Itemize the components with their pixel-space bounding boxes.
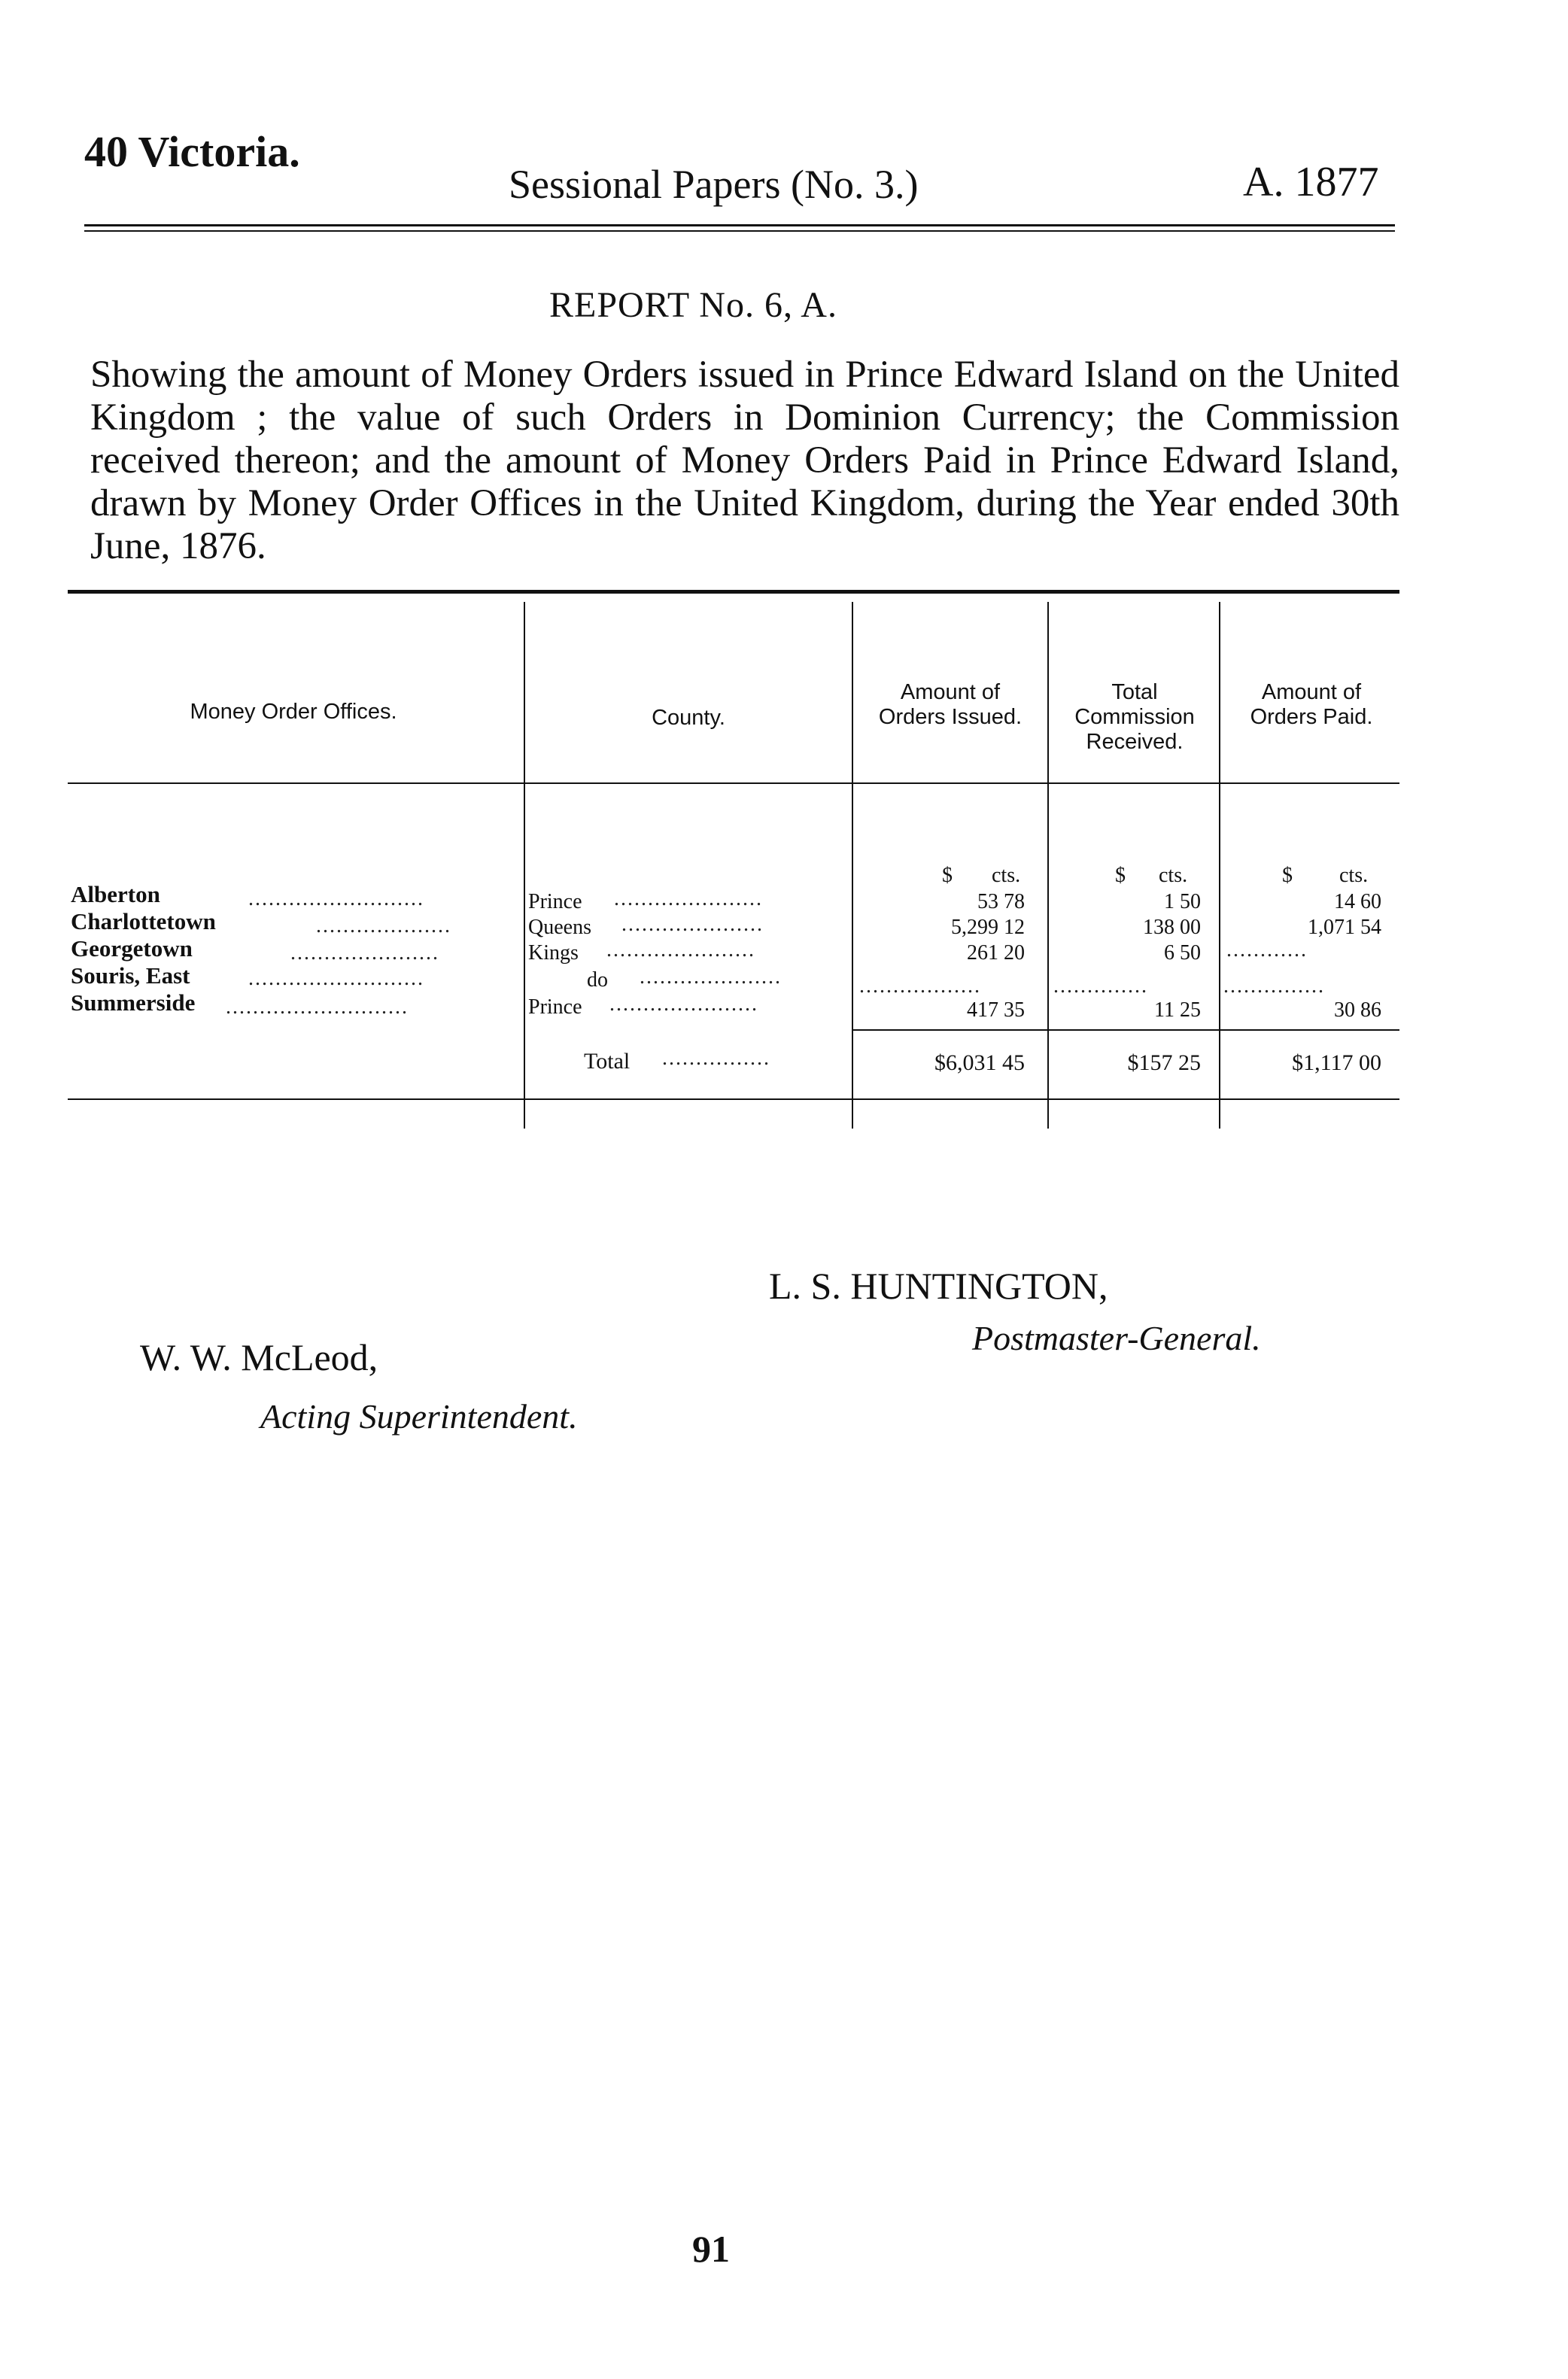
leader-dots: .............. <box>1053 974 1148 998</box>
total-top-rule <box>852 1029 1399 1031</box>
total-issued: $6,031 45 <box>934 1050 1025 1075</box>
leader-dots: .......................... <box>248 887 424 910</box>
office-name: Alberton <box>71 881 160 907</box>
total-paid: $1,117 00 <box>1292 1050 1381 1075</box>
page-number: 91 <box>692 2228 730 2270</box>
county-name: Prince <box>528 995 582 1019</box>
unit-cents: cts. <box>1339 864 1369 887</box>
leader-dots: .......................... <box>248 967 424 990</box>
amount-paid: 30 86 <box>1334 998 1381 1022</box>
column-header-office: Money Order Offices. <box>190 700 397 724</box>
running-header-left: 40 Victoria. <box>84 127 300 176</box>
running-header-right: A. 1877 <box>1243 159 1379 205</box>
column-divider <box>1219 602 1220 1129</box>
table-bottom-rule <box>68 1098 1399 1100</box>
commission-received: 6 50 <box>1164 941 1201 965</box>
amount-paid: 1,071 54 <box>1308 916 1381 939</box>
column-divider <box>852 602 853 1129</box>
description-rule <box>68 590 1399 594</box>
signatory-name: L. S. HUNTINGTON, <box>769 1265 1108 1307</box>
header-rule-secondary <box>84 230 1395 232</box>
leader-dots: ............ <box>1226 938 1308 962</box>
report-title: REPORT No. 6, A. <box>549 285 837 325</box>
leader-dots: ...................... <box>609 992 758 1016</box>
signatory-name: W. W. McLeod, <box>140 1336 378 1378</box>
office-name: Georgetown <box>71 935 193 962</box>
total-commission: $157 25 <box>1127 1050 1201 1075</box>
commission-received: 11 25 <box>1154 998 1201 1022</box>
county-name: do <box>587 968 608 992</box>
header-rule <box>84 224 1395 226</box>
unit-cents: cts. <box>992 864 1021 887</box>
leader-dots: ........................... <box>226 995 409 1019</box>
unit-dollar: $ <box>1115 864 1126 887</box>
leader-dots: ...................... <box>606 938 755 962</box>
leader-dots: ..................... <box>640 965 782 989</box>
unit-dollar: $ <box>1282 864 1293 887</box>
unit-dollar: $ <box>942 864 953 887</box>
county-name: Queens <box>528 916 591 939</box>
leader-dots: ...................... <box>290 941 439 965</box>
signatory-title: Postmaster-General. <box>972 1319 1261 1357</box>
column-header-issued: Amount of Orders Issued. <box>878 680 1023 729</box>
header-bottom-rule <box>68 782 1399 784</box>
amount-issued: 5,299 12 <box>951 916 1025 939</box>
unit-cents: cts. <box>1159 864 1188 887</box>
money-order-table <box>68 602 1399 1129</box>
column-divider <box>1047 602 1049 1129</box>
amount-issued: 53 78 <box>977 890 1025 913</box>
report-description: Showing the amount of Money Orders issued in Prince Edward Island on the United Kingdom ; the value of such Orders in Dominion Currency; the Commission received thereon; and the amount of Money Orders Paid in Prince Edward Island, drawn by Money Order Offices in the United Kingdom, during the Year ended 30th June, 1876. <box>90 354 1399 567</box>
leader-dots: .................. <box>859 974 981 998</box>
column-header-paid: Amount of Orders Paid. <box>1250 680 1373 729</box>
commission-received: 138 00 <box>1143 916 1201 939</box>
leader-dots: ..................... <box>621 913 764 936</box>
total-label: Total <box>584 1049 631 1074</box>
office-name: Souris, East <box>71 962 190 989</box>
column-divider <box>524 602 525 1129</box>
amount-issued: 417 35 <box>967 998 1025 1022</box>
commission-received: 1 50 <box>1164 890 1201 913</box>
column-header-county: County. <box>652 706 725 730</box>
leader-dots: ............... <box>1223 974 1325 998</box>
leader-dots: ...................... <box>614 887 763 910</box>
office-name: Charlottetown <box>71 908 216 934</box>
running-header-center: Sessional Papers (No. 3.) <box>509 162 919 207</box>
county-name: Prince <box>528 890 582 913</box>
county-name: Kings <box>528 941 579 965</box>
leader-dots: .................... <box>316 914 451 937</box>
amount-paid: 14 60 <box>1334 890 1381 913</box>
column-header-commission: Total Commission Received. <box>1074 680 1195 754</box>
leader-dots: ................ <box>662 1047 770 1070</box>
signatory-title: Acting Superintendent. <box>260 1397 578 1436</box>
office-name: Summerside <box>71 989 196 1016</box>
amount-issued: 261 20 <box>967 941 1025 965</box>
